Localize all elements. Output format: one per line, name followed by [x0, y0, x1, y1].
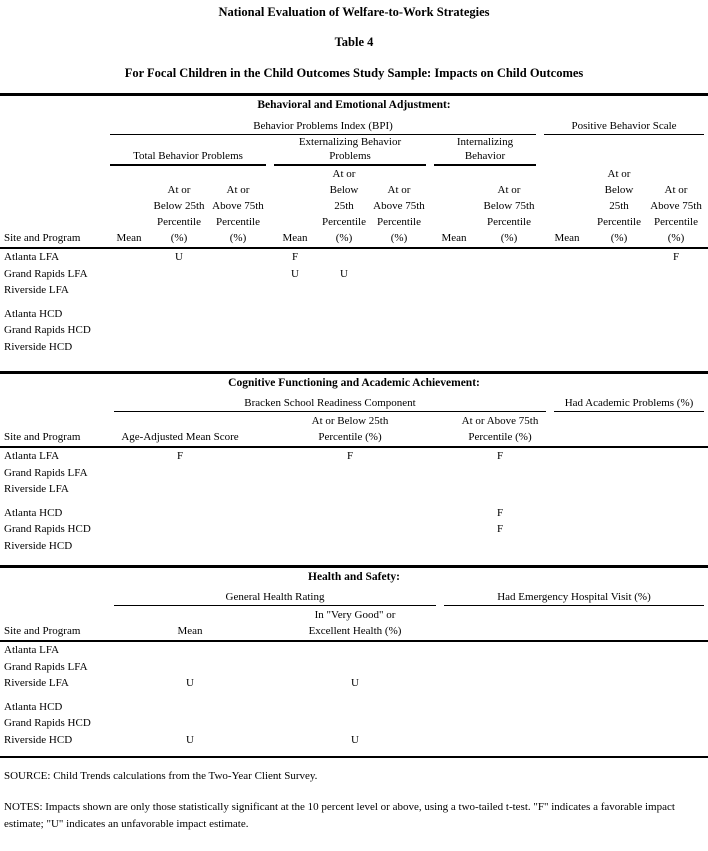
col-pos-above75: At or Above 75th Percentile (%)	[644, 166, 708, 248]
column-header-row	[0, 412, 708, 447]
impact-cell	[550, 481, 708, 498]
impact-cell	[110, 538, 250, 555]
cognitive-table	[0, 395, 708, 554]
impact-cell	[250, 481, 450, 498]
impact-cell	[368, 282, 430, 299]
impact-cell	[152, 322, 206, 339]
col-pos-mean: Mean	[540, 166, 594, 248]
behavioral-table	[0, 117, 708, 355]
impact-cell	[106, 339, 152, 356]
impact-cell	[206, 306, 270, 323]
impact-cell	[540, 306, 594, 323]
table-row	[0, 322, 708, 339]
col-age-adjusted-mean: Age-Adjusted Mean Score	[110, 412, 250, 447]
column-header-row	[0, 166, 708, 248]
table-row	[0, 715, 708, 732]
impact-cell	[478, 306, 540, 323]
impact-cell	[478, 248, 540, 266]
impact-cell	[478, 339, 540, 356]
health-table	[0, 589, 708, 748]
group-header-row	[0, 117, 708, 135]
impact-cell	[440, 699, 708, 716]
site-program-cell: Atlanta HCD	[4, 506, 63, 519]
impact-cell: U	[291, 267, 299, 280]
impact-cell	[478, 266, 540, 283]
impact-cell: F	[291, 251, 299, 264]
group-gap	[0, 498, 708, 505]
impact-cell	[540, 248, 594, 266]
impact-cell: F	[176, 450, 184, 463]
section-divider	[0, 371, 708, 374]
impact-cell	[440, 659, 708, 676]
impact-cell: U	[186, 733, 194, 746]
col-above75: At or Above 75th Percentile (%)	[450, 412, 550, 447]
impact-cell	[110, 659, 270, 676]
impact-cell	[550, 447, 708, 465]
section-heading-behavioral: Behavioral and Emotional Adjustment:	[257, 99, 451, 111]
footer-divider	[0, 756, 708, 758]
col-very-good-health: In "Very Good" or Excellent Health (%)	[270, 606, 440, 641]
site-program-cell: Atlanta HCD	[4, 700, 63, 713]
impact-cell	[450, 465, 550, 482]
internalizing-group-label: Internalizing Behavior	[434, 135, 536, 166]
impact-cell	[206, 339, 270, 356]
site-and-program-header: Site and Program	[0, 166, 106, 248]
table-row	[0, 465, 708, 482]
impact-cell	[478, 282, 540, 299]
site-program-cell: Riverside LFA	[4, 677, 69, 690]
impact-cell	[320, 282, 368, 299]
impact-cell	[644, 339, 708, 356]
impact-cell: F	[496, 450, 504, 463]
source-note: SOURCE: Child Trends calculations from the Two-Year Client Survey.	[4, 770, 318, 782]
impact-cell	[430, 248, 478, 266]
had-academic-problems-label: Had Academic Problems (%)	[554, 396, 704, 412]
impact-cell	[270, 339, 320, 356]
site-program-cell: Grand Rapids LFA	[4, 466, 88, 479]
impact-cell	[594, 248, 644, 266]
group-header-row	[0, 395, 708, 412]
impact-cell	[270, 641, 440, 659]
impact-cell	[106, 306, 152, 323]
impact-cell	[550, 505, 708, 522]
site-program-cell: Riverside HCD	[4, 539, 73, 552]
impact-cell	[440, 641, 708, 659]
impact-cell	[478, 322, 540, 339]
table-number: Table 4	[334, 35, 374, 49]
impact-cell	[270, 282, 320, 299]
group-gap	[0, 299, 708, 306]
col-tbp-below25: At or Below 25th Percentile (%)	[152, 166, 206, 248]
impact-cell	[368, 322, 430, 339]
impact-cell	[430, 322, 478, 339]
impact-cell	[440, 675, 708, 692]
impact-cell	[550, 465, 708, 482]
table-row	[0, 481, 708, 498]
impact-cell	[206, 248, 270, 266]
impact-cell	[368, 339, 430, 356]
impact-cell	[450, 481, 550, 498]
impact-cell	[110, 715, 270, 732]
impact-cell: F	[672, 251, 680, 264]
table-row	[0, 675, 708, 692]
impact-cell	[250, 505, 450, 522]
table-row	[0, 282, 708, 299]
col-ext-mean: Mean	[270, 166, 320, 248]
impact-cell	[540, 322, 594, 339]
table-row	[0, 505, 708, 522]
impact-cell	[320, 322, 368, 339]
impact-cell	[440, 715, 708, 732]
section-heading-health: Health and Safety:	[308, 571, 400, 583]
subgroup-header-row	[0, 135, 708, 166]
col-int-mean: Mean	[430, 166, 478, 248]
impact-cell	[206, 282, 270, 299]
site-program-cell: Grand Rapids LFA	[4, 267, 88, 280]
section-divider	[0, 93, 708, 96]
impact-cell	[540, 282, 594, 299]
table-row	[0, 248, 708, 266]
impact-cell: F	[346, 450, 354, 463]
impact-cell	[152, 266, 206, 283]
site-program-cell: Atlanta LFA	[4, 644, 60, 657]
col-ext-below25: At or Below 25th Percentile (%)	[320, 166, 368, 248]
site-program-cell: Atlanta LFA	[4, 251, 60, 264]
impact-cell	[270, 306, 320, 323]
impact-cell: U	[175, 251, 183, 264]
impact-cell: U	[351, 677, 359, 690]
impact-cell	[644, 266, 708, 283]
total-behavior-group-label: Total Behavior Problems	[110, 149, 266, 166]
table-row	[0, 521, 708, 538]
impact-cell	[450, 538, 550, 555]
doc-subtitle: For Focal Children in the Child Outcomes Study Sample: Impacts on Child Outcomes	[124, 66, 584, 80]
site-program-cell: Riverside LFA	[4, 483, 69, 496]
impact-cell	[250, 465, 450, 482]
site-program-cell: Atlanta LFA	[4, 450, 60, 463]
section-heading-cognitive: Cognitive Functioning and Academic Achievement:	[228, 377, 480, 389]
table-row	[0, 699, 708, 716]
emergency-visit-label: Had Emergency Hospital Visit (%)	[444, 590, 704, 606]
table-row	[0, 339, 708, 356]
impact-cell	[110, 465, 250, 482]
impact-cell	[270, 699, 440, 716]
site-program-cell: Riverside LFA	[4, 284, 69, 297]
col-pos-below25: At or Below 25th Percentile (%)	[594, 166, 644, 248]
impact-cell	[110, 521, 250, 538]
impact-cell	[106, 248, 152, 266]
impact-cell	[594, 306, 644, 323]
impact-cell	[106, 266, 152, 283]
impact-cell	[644, 282, 708, 299]
impact-cell	[206, 266, 270, 283]
impact-cell: F	[496, 506, 504, 519]
impact-cell	[152, 306, 206, 323]
impact-cell	[320, 339, 368, 356]
site-program-cell: Grand Rapids HCD	[4, 717, 91, 730]
impact-cell	[594, 339, 644, 356]
col-health-mean: Mean	[110, 606, 270, 641]
impact-cell	[368, 266, 430, 283]
site-program-cell: Grand Rapids HCD	[4, 523, 91, 536]
impact-cell	[430, 339, 478, 356]
positive-behavior-group-label: Positive Behavior Scale	[544, 119, 704, 135]
site-program-cell: Riverside HCD	[4, 733, 73, 746]
impact-cell	[644, 306, 708, 323]
impact-cell	[550, 521, 708, 538]
doc-header	[0, 0, 708, 81]
group-gap	[0, 692, 708, 699]
table-row	[0, 641, 708, 659]
impact-cell	[270, 659, 440, 676]
impact-cell	[320, 248, 368, 266]
notes-text: NOTES: Impacts shown are only those statistically significant at the 10 percent level or above, using a two-tailed t-test. "F" indicates a favorable impact estimate; "U" indicates an unfavorable impact estimate.	[4, 801, 675, 830]
section-divider	[0, 565, 708, 568]
impact-cell	[594, 282, 644, 299]
impact-cell	[368, 248, 430, 266]
impact-cell	[152, 339, 206, 356]
impact-cell: F	[496, 523, 504, 536]
column-header-row	[0, 606, 708, 641]
impact-cell	[594, 322, 644, 339]
impact-cell	[110, 505, 250, 522]
impact-cell	[270, 715, 440, 732]
impact-cell	[540, 266, 594, 283]
impact-cell	[106, 322, 152, 339]
col-ext-above75: At or Above 75th Percentile (%)	[368, 166, 430, 248]
impact-cell	[540, 339, 594, 356]
site-program-cell: Grand Rapids HCD	[4, 324, 91, 337]
table-row	[0, 306, 708, 323]
impact-cell: U	[351, 733, 359, 746]
impact-cell	[206, 322, 270, 339]
general-health-group-label: General Health Rating	[114, 590, 436, 606]
impact-cell: U	[340, 267, 348, 280]
col-below25: At or Below 25th Percentile (%)	[250, 412, 450, 447]
col-tbp-above75: At or Above 75th Percentile (%)	[206, 166, 270, 248]
table-row	[0, 732, 708, 749]
impact-cell	[250, 538, 450, 555]
impact-cell	[110, 699, 270, 716]
bracken-group-label: Bracken School Readiness Component	[114, 396, 546, 412]
site-and-program-header: Site and Program	[0, 412, 110, 447]
impact-cell	[106, 282, 152, 299]
impact-cell	[320, 306, 368, 323]
impact-cell	[110, 641, 270, 659]
table-row	[0, 266, 708, 283]
site-program-cell: Riverside HCD	[4, 340, 73, 353]
impact-cell	[440, 732, 708, 749]
doc-title: National Evaluation of Welfare-to-Work Strategies	[218, 5, 490, 19]
impact-cell	[250, 521, 450, 538]
impact-cell	[550, 538, 708, 555]
impact-cell: U	[186, 677, 194, 690]
group-header-row	[0, 589, 708, 606]
impact-cell	[368, 306, 430, 323]
impact-cell	[110, 481, 250, 498]
site-and-program-header: Site and Program	[0, 606, 110, 641]
impact-cell	[430, 266, 478, 283]
site-program-cell: Grand Rapids LFA	[4, 660, 88, 673]
col-tbp-mean: Mean	[106, 166, 152, 248]
impact-cell	[430, 306, 478, 323]
bpi-group-label: Behavior Problems Index (BPI)	[110, 119, 536, 135]
impact-cell	[152, 282, 206, 299]
impact-cell	[270, 322, 320, 339]
table-row	[0, 659, 708, 676]
col-int-below75: At or Below 75th Percentile (%)	[478, 166, 540, 248]
site-program-cell: Atlanta HCD	[4, 307, 63, 320]
impact-cell	[644, 322, 708, 339]
table-row	[0, 538, 708, 555]
table-row	[0, 447, 708, 465]
impact-cell	[430, 282, 478, 299]
externalizing-group-label: Externalizing Behavior Problems	[274, 135, 426, 166]
impact-cell	[594, 266, 644, 283]
